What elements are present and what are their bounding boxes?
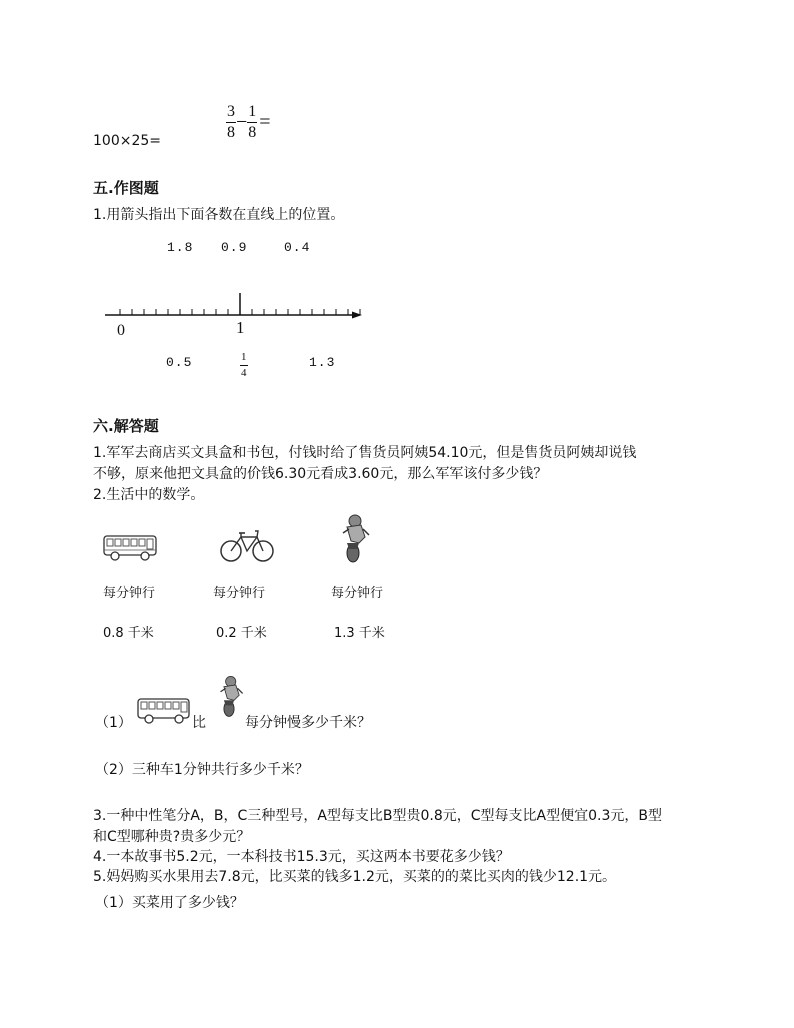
label-zero: 0 xyxy=(117,322,125,339)
section-6-q5-sub1: （1）买菜用了多少钱？ xyxy=(95,895,244,911)
section-6-q3-line1: 3.一种中性笔分A，B，C三种型号，A型每支比B型贵0.8元，C型每支比A型便宜0.3元，B型 xyxy=(93,808,662,824)
top-number-1: 1.8 xyxy=(167,240,194,255)
label-one: 1 xyxy=(236,318,245,337)
equals-sign: = xyxy=(259,111,271,133)
bus-icon xyxy=(103,533,158,563)
section-6-q5: 5.妈妈购买水果用去7.8元，比买菜的钱多1.2元，买菜的的菜比买肉的钱少12.1元。 xyxy=(93,869,617,885)
calc-expr-1: 100×25= xyxy=(93,133,161,149)
motorcycle-icon-inline xyxy=(212,672,246,720)
bottom-number-3: 1.3 xyxy=(309,355,336,370)
fraction-1-8: $\frac{1}{8}$ xyxy=(248,103,257,141)
vehicle-3-speed: 1.3 千米 xyxy=(334,626,385,641)
section-6-q2: 2.生活中的数学。 xyxy=(93,487,205,503)
top-number-2: 0.9 xyxy=(221,240,248,255)
section-5-q1: 1.用箭头指出下面各数在直线上的位置。 xyxy=(93,207,345,223)
fraction-3-8: $\frac{3}{8}$ xyxy=(227,103,235,141)
section-6-q1-line1: 1.军军去商店买文具盒和书包，付钱时给了售货员阿姨54.10元，但是售货员阿姨却说钱 xyxy=(93,445,637,461)
section-5-title: 五.作图题 xyxy=(93,179,159,197)
section-6-q4: 4.一本故事书5.2元，一本科技书15.3元，买这两本书要花多少钱？ xyxy=(93,849,510,865)
number-line xyxy=(100,285,365,325)
bottom-number-1: 0.5 xyxy=(166,355,193,370)
sub-question-1-prefix: （1） xyxy=(95,715,132,731)
vehicle-1-speed: 0.8 千米 xyxy=(103,626,154,641)
minus-sign: − xyxy=(236,111,248,133)
top-number-3: 0.4 xyxy=(284,240,311,255)
bottom-fraction: $\frac{1}{4}$ xyxy=(241,351,247,379)
motorcycle-icon xyxy=(333,513,373,563)
sub-question-2: （2）三种车1分钟共行多少千米？ xyxy=(95,762,309,778)
section-6-q3-line2: 和C型哪种贵?贵多少元？ xyxy=(93,829,251,845)
vehicle-1-speed-label: 每分钟行 xyxy=(103,586,156,601)
number-line-ticks xyxy=(120,293,360,315)
bus-icon-inline xyxy=(137,696,191,726)
section-6-title: 六.解答题 xyxy=(93,417,159,435)
section-6-q1-line2: 不够，原来他把文具盒的价钱6.30元看成3.60元，那么军军该付多少钱？ xyxy=(93,466,548,482)
vehicle-3-speed-label: 每分钟行 xyxy=(331,586,384,601)
vehicle-2-speed-label: 每分钟行 xyxy=(213,586,266,601)
bicycle-icon xyxy=(219,527,275,563)
calc-expr-2 xyxy=(226,104,271,141)
vehicle-2-speed: 0.2 千米 xyxy=(216,626,267,641)
sub-question-1-suffix: 每分钟慢多少千米？ xyxy=(245,715,371,731)
sub-question-1-mid: 比 xyxy=(192,715,206,731)
